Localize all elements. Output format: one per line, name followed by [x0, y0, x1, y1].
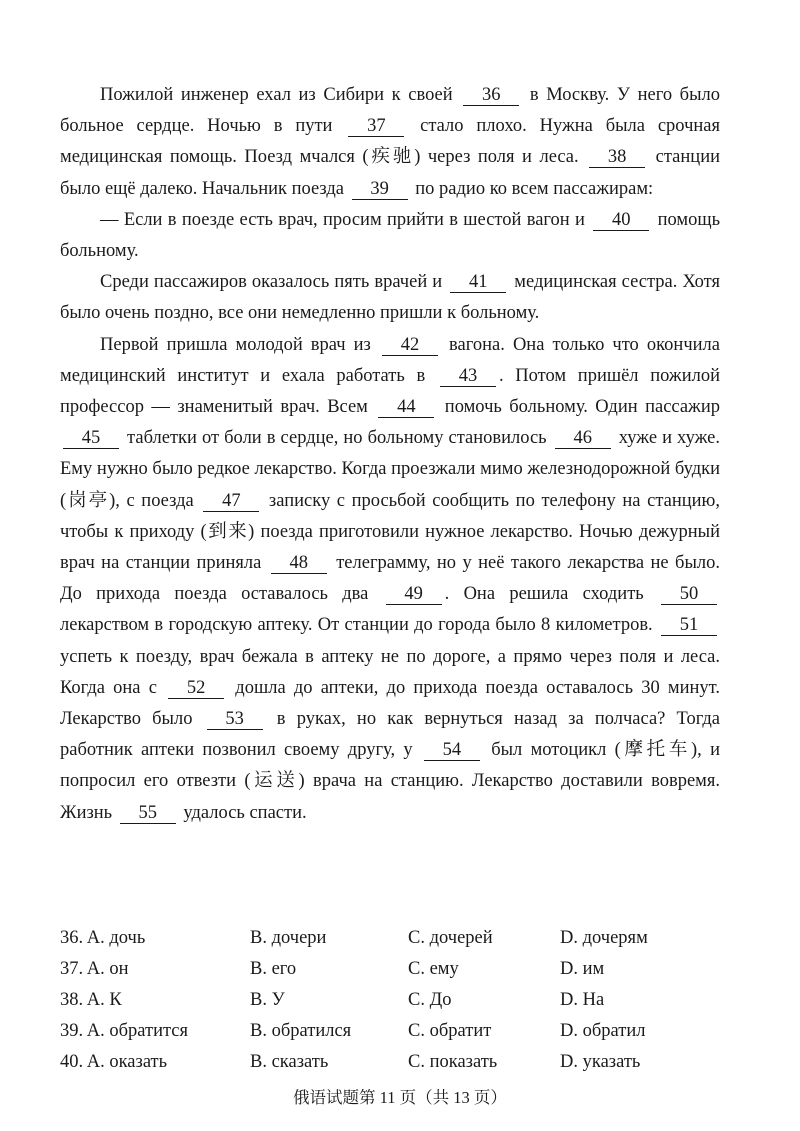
option-d: D. указать	[560, 1052, 641, 1072]
blank-36: 36	[463, 85, 519, 106]
blank-55: 55	[120, 803, 176, 824]
passage-text: записку с просьбой сообщить по телефону на станцию, чтобы к приходу (到来) поезда приготовили нужное лекарство. Ночью дежурный врач на станции приняла	[60, 490, 720, 574]
blank-51: 51	[661, 615, 717, 636]
blank-47: 47	[203, 491, 259, 512]
option-c: C. обратит	[408, 1021, 492, 1041]
blank-54: 54	[424, 740, 480, 761]
option-row-36	[60, 928, 750, 959]
blank-44: 44	[378, 397, 434, 418]
blank-37: 37	[348, 116, 404, 137]
option-row-40	[60, 1052, 750, 1083]
passage-text: Среди пассажиров оказалось пять врачей и	[100, 272, 448, 293]
passage-text: успеть к поезду, врач бежала в аптеку не по дороге, а прямо через поля и леса. Когда она с	[60, 646, 720, 698]
option-b: B. обратился	[250, 1021, 352, 1041]
option-d: D. обратил	[560, 1021, 646, 1041]
blank-41: 41	[450, 272, 506, 293]
passage-paragraph	[60, 205, 720, 267]
option-c: C. показать	[408, 1052, 498, 1072]
blank-52: 52	[168, 678, 224, 699]
blank-39: 39	[352, 179, 408, 200]
blank-40: 40	[593, 210, 649, 231]
passage-text: лекарством в городскую аптеку. От станции до города было 8 километров.	[60, 615, 658, 636]
option-row-39	[60, 1021, 750, 1052]
passage-text: таблетки от боли в сердце, но больному становилось	[122, 428, 552, 449]
passage-text: дошла до аптеки, до прихода поезда оставалось 30 минут. Лекарство было	[60, 677, 720, 730]
option-a: 39. A. обратится	[60, 1021, 189, 1041]
passage-text: хуже и хуже. Ему нужно было редкое лекарство. Когда проезжали мимо железнодорожной будки (岗亭), с поезда	[60, 428, 720, 511]
passage-paragraph	[60, 80, 720, 205]
passage-text: — Если в поезде есть врач, просим прийти в шестой вагон и	[100, 209, 591, 230]
option-b: B. дочери	[250, 928, 327, 948]
answer-options	[60, 928, 750, 1083]
option-b: B. его	[250, 959, 297, 979]
option-a: 38. A. К	[60, 990, 122, 1010]
passage-text: в Москву. У него было больное сердце. Ночью в пути	[60, 85, 720, 137]
page-footer: 俄语试题第 11 页（共 13 页）	[293, 1088, 507, 1107]
passage-text: по радио ко всем пассажирам:	[410, 178, 654, 199]
blank-46: 46	[555, 428, 611, 449]
blank-45: 45	[63, 428, 119, 449]
option-c: C. До	[408, 990, 452, 1010]
option-b: B. сказать	[250, 1052, 329, 1072]
blank-49: 49	[386, 584, 442, 605]
option-d: D. им	[560, 959, 605, 979]
option-d: D. дочерям	[560, 928, 648, 948]
passage-text: медицинская сестра. Хотя было очень поздно, все они немедленно пришли к больному.	[60, 272, 720, 324]
passage-text: Пожилой инженер ехал из Сибири к своей	[100, 85, 461, 105]
passage-paragraph	[60, 330, 720, 829]
option-a: 37. A. он	[60, 959, 129, 979]
passage-text: станции было ещё далеко. Начальник поезда	[60, 147, 720, 199]
passage-paragraph	[60, 267, 720, 329]
option-a: 40. A. оказать	[60, 1052, 168, 1072]
passage-text: стало плохо. Нужна была срочная медицинская помощь. Поезд мчался (疾驰) через поля и леса.	[60, 116, 720, 168]
passage-text: . Потом пришёл пожилой профессор — знаменитый врач. Всем	[60, 365, 720, 418]
cloze-passage	[60, 80, 720, 829]
passage-text: вагона. Она только что окончила медицинский институт и ехала работать в	[60, 334, 720, 386]
passage-text: помощь больному.	[60, 209, 721, 262]
option-a: 36. A. дочь	[60, 928, 146, 948]
passage-text: . Она решила сходить	[444, 584, 658, 605]
blank-50: 50	[661, 584, 717, 605]
blank-38: 38	[589, 147, 645, 168]
passage-text: помочь больному. Один пассажир	[437, 397, 720, 418]
option-c: C. дочерей	[408, 928, 493, 948]
option-row-38	[60, 990, 750, 1021]
passage-text: удалось спасти.	[178, 802, 307, 823]
passage-text: телеграмму, но у неё такого лекарства не было. До прихода поезда оставалось два	[60, 553, 720, 605]
passage-text: был мотоцикл (摩托车), и попросил его отвезти (运送) врача на станцию. Лекарство доставили вовремя. Жизнь	[60, 740, 720, 823]
option-c: C. ему	[408, 959, 459, 979]
passage-text: в руках, но как вернуться назад за полчаса? Тогда работник аптеки позвонил своему другу, у	[60, 709, 720, 761]
option-d: D. На	[560, 990, 605, 1010]
blank-48: 48	[271, 553, 327, 574]
passage-text: Первой пришла молодой врач из	[100, 334, 379, 355]
option-b: B. У	[250, 990, 285, 1010]
blank-42: 42	[382, 335, 438, 356]
option-row-37	[60, 959, 750, 990]
blank-43: 43	[440, 366, 496, 387]
blank-53: 53	[207, 709, 263, 730]
